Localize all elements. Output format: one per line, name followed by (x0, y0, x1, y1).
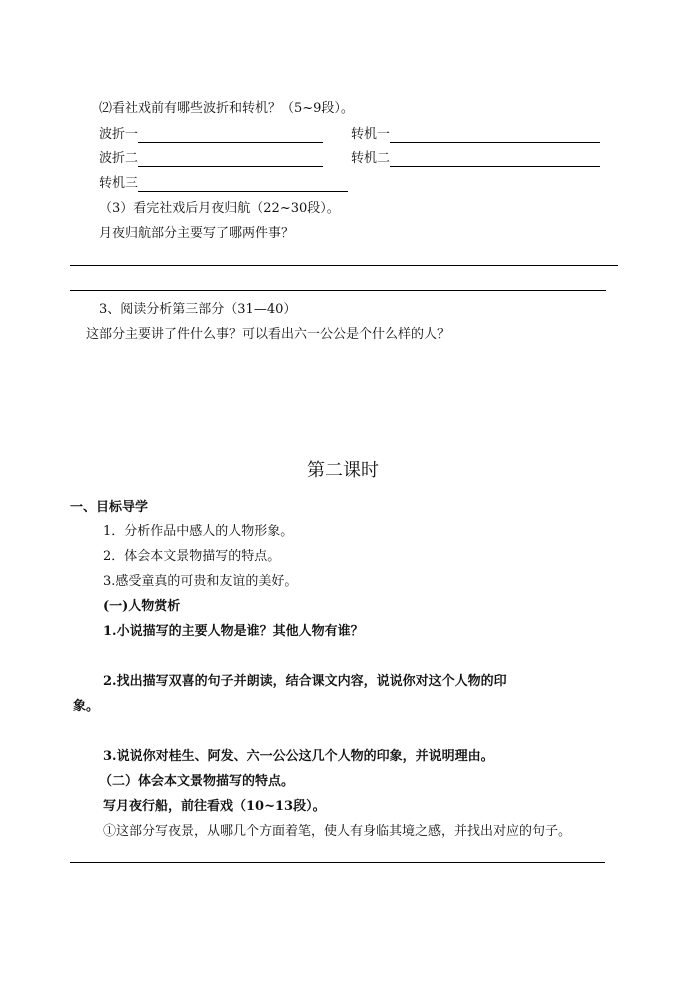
turn-1-blank[interactable] (390, 130, 600, 143)
turn-3-row (99, 176, 348, 192)
question-item: 3.说说你对桂生、阿发、六一公公这几个人物的印象，并说明理由。 (103, 749, 494, 764)
answer-line[interactable] (70, 290, 606, 291)
answer-line[interactable] (70, 265, 618, 266)
twist-1-blank[interactable] (138, 130, 323, 143)
turn-3-label: 转机三 (99, 176, 139, 191)
turn-1-row (351, 127, 600, 143)
turn-3-blank[interactable] (138, 179, 348, 192)
turn-2-label: 转机二 (351, 151, 391, 166)
question-item: 1.小说描写的主要人物是谁？其他人物有谁？ (103, 624, 364, 639)
twist-1-row (99, 127, 323, 143)
twist-2-row (99, 151, 323, 167)
subsection-heading: (一)人物赏析 (103, 599, 181, 614)
question-3-text: （3）看完社戏后月夜归航（22~30段）。 (99, 201, 340, 216)
goal-item: 1．分析作品中感人的人物形象。 (103, 524, 294, 539)
subsection-heading: （二）体会本文景物描写的特点。 (99, 774, 295, 789)
turn-1-label: 转机一 (351, 127, 391, 142)
question-item: 2.找出描写双喜的句子并朗读，结合课文内容，说说你对这个人物的印 (103, 674, 507, 689)
scene-heading: 写月夜行船，前往看戏（10~13段）。 (103, 799, 326, 814)
twist-1-label: 波折一 (99, 127, 139, 142)
answer-line[interactable] (70, 862, 605, 863)
part-3-question: 这部分主要讲了件什么事？可以看出六一公公是个什么样的人？ (86, 327, 451, 342)
question-3-subtext: 月夜归航部分主要写了哪两件事？ (99, 226, 295, 241)
goal-item: 2．体会本文景物描写的特点。 (103, 549, 281, 564)
scene-question: ①这部分写夜景，从哪几个方面着笔，使人有身临其境之感，并找出对应的句子。 (103, 824, 572, 839)
twist-2-blank[interactable] (138, 154, 323, 167)
lesson-title: 第二课时 (307, 460, 379, 481)
turn-2-blank[interactable] (390, 154, 600, 167)
part-3-heading: 3、阅读分析第三部分（31—40） (99, 302, 297, 317)
turn-2-row (351, 151, 600, 167)
question-2-text: ⑵看社戏前有哪些波折和转机？（5~9段）。 (99, 101, 354, 116)
twist-2-label: 波折二 (99, 151, 139, 166)
goal-item: 3.感受童真的可贵和友谊的美好。 (103, 574, 298, 589)
question-item-continued: 象。 (73, 699, 100, 714)
section-heading: 一、目标导学 (70, 500, 149, 515)
